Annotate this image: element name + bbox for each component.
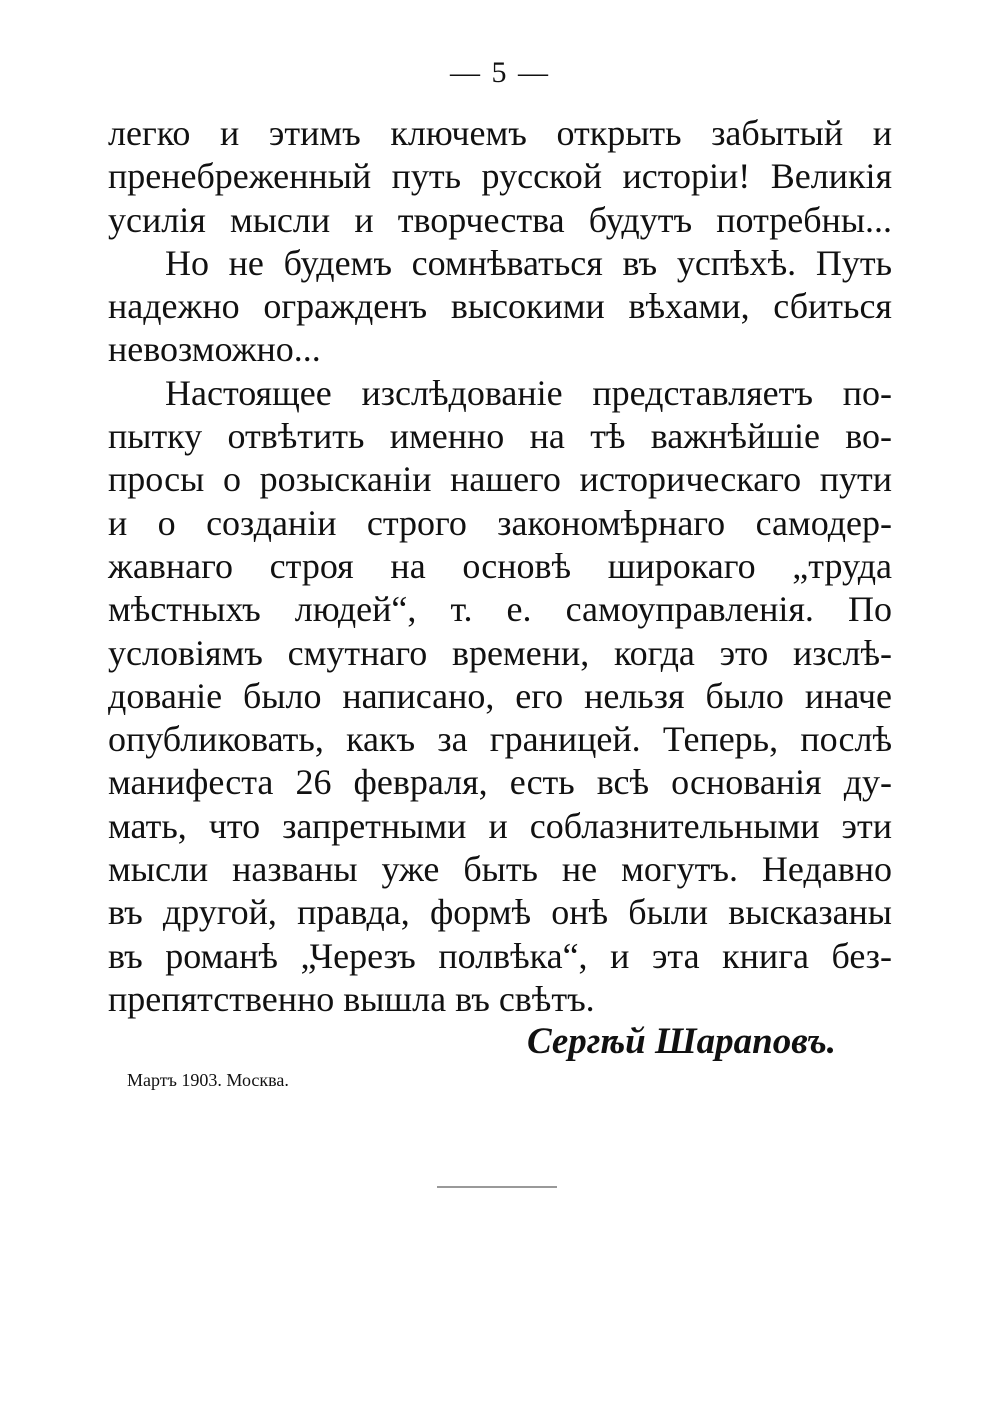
text-line: дованіе было написано, его нельзя было иначе: [108, 675, 892, 716]
text-line: легко и этимъ ключемъ открыть забытый и: [108, 113, 892, 153]
text-line: мать, что запретными и соблазнительными эти: [108, 805, 892, 846]
text-line: мысли названы уже быть не могутъ. Недавно: [108, 849, 892, 890]
text-line: манифеста 26 февраля, есть всѣ основанія ду-: [108, 762, 892, 803]
body-text: [108, 112, 892, 1021]
text-line: и о созданіи строго закономѣрнаго самодер-: [108, 502, 892, 543]
text-line: препятственно вышла въ свѣтъ.: [108, 978, 595, 1019]
text-line: мѣстныхъ людей“, т. е. самоуправленія. По: [108, 589, 892, 630]
page-number: — 5 —: [450, 56, 550, 89]
text-line: условіямъ смутнаго времени, когда это изслѣ-: [108, 632, 892, 673]
text-line: надежно огражденъ высокими вѣхами, сбиться: [108, 286, 892, 327]
text-line: пытку отвѣтить именно на тѣ важнѣйшіе во-: [108, 416, 892, 457]
text-line: въ другой, правда, формѣ онѣ были высказаны: [108, 892, 892, 933]
end-rule: [437, 1186, 557, 1188]
text-line: пренебреженный путь русской исторіи! Великія: [108, 156, 892, 197]
text-line: жавнаго строя на основѣ широкаго „труда: [108, 545, 892, 586]
dateline: Мартъ 1903. Москва.: [127, 1070, 289, 1090]
text-line: невозможно...: [108, 329, 321, 370]
author-signature: Сергѣй Шараповъ.: [526, 1021, 836, 1062]
text-line: Но не будемъ сомнѣваться въ успѣхѣ. Путь: [165, 242, 892, 283]
text-line: Настоящее изслѣдованіе представляетъ по-: [165, 372, 892, 413]
text-line: усилія мысли и творчества будутъ потребны...: [108, 199, 892, 240]
text-line: просы о розысканіи нашего историческаго пути: [108, 459, 892, 500]
text-line: опубликовать, какъ за границей. Теперь, послѣ: [108, 719, 892, 760]
text-line: въ романѣ „Черезъ полвѣка“, и эта книга без-: [108, 935, 892, 976]
